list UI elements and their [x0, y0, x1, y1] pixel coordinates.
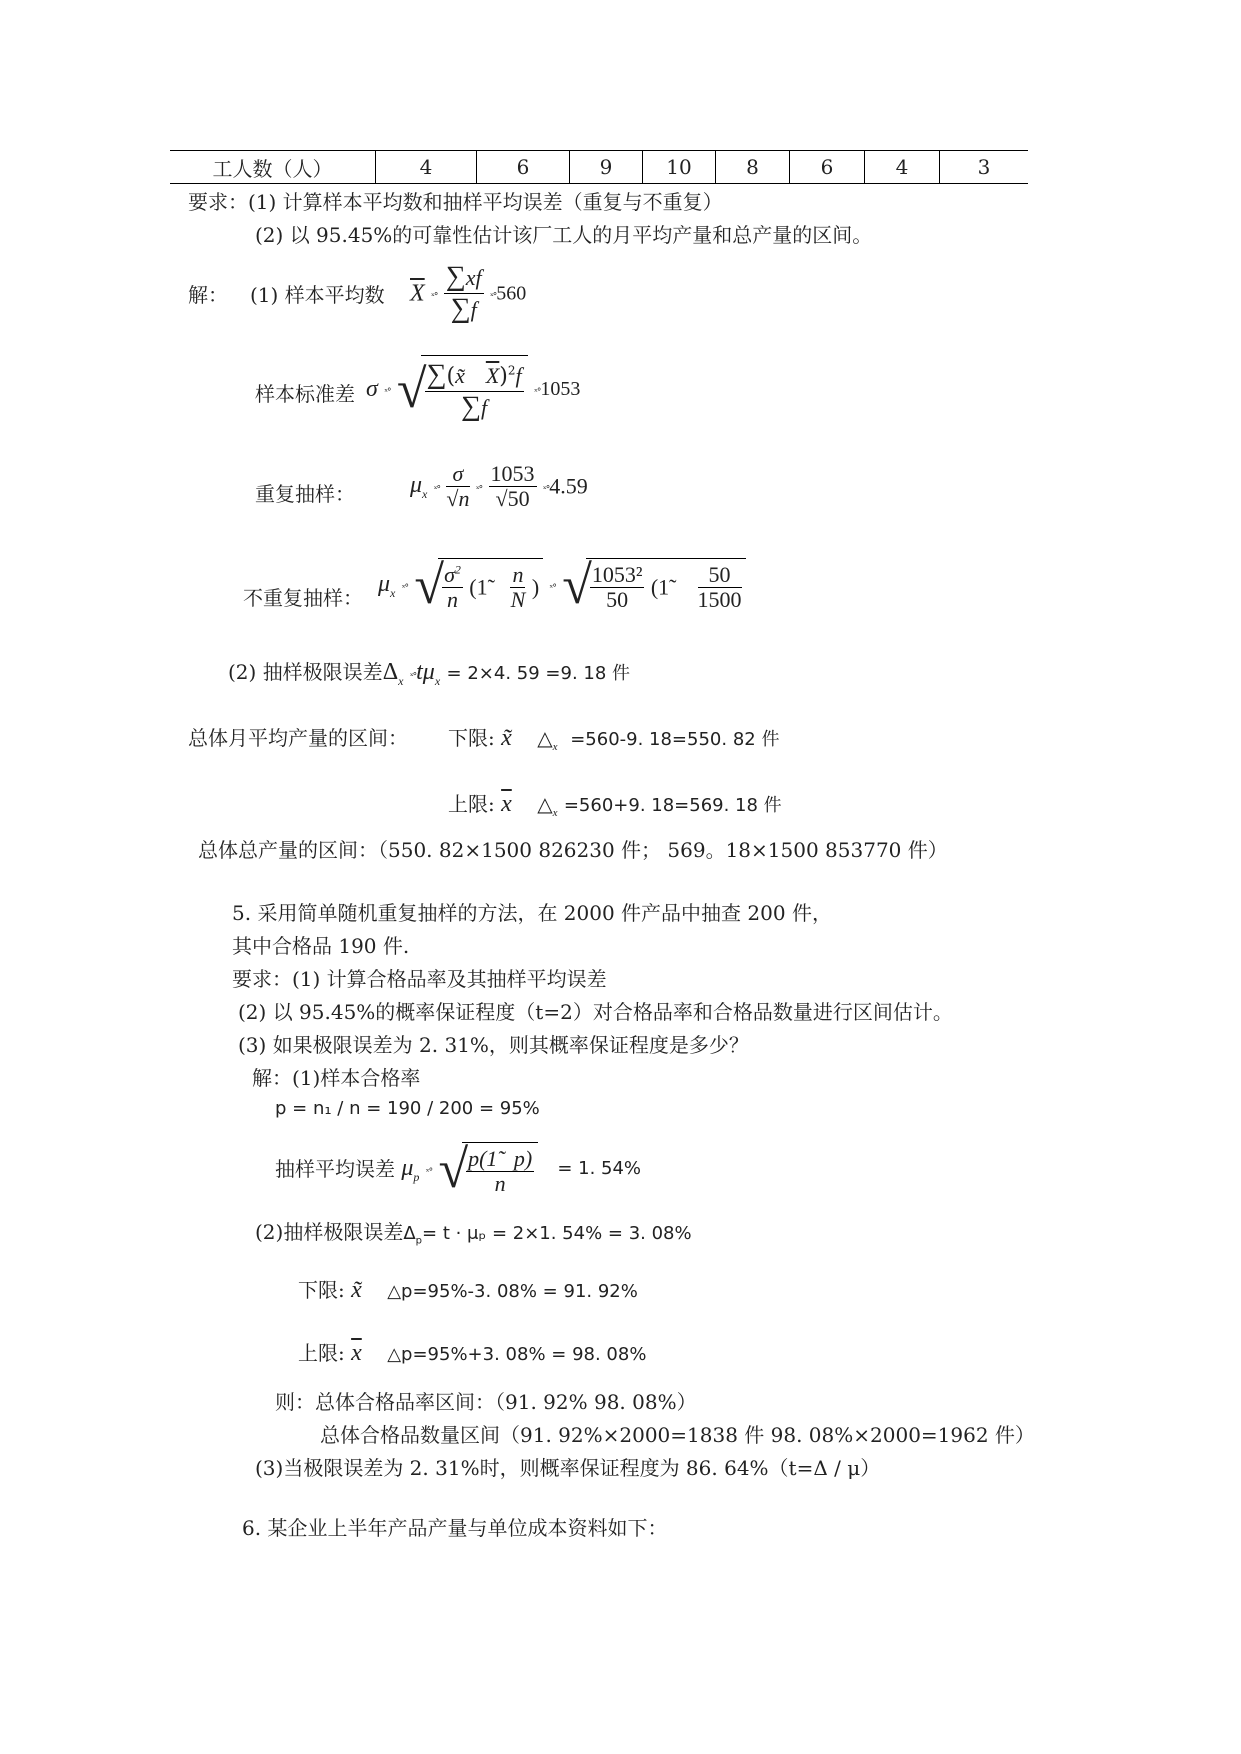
frac-numerator: 1053: [490, 461, 535, 486]
q6-line-1: 6. 某企业上半年产品产量与单位成本资料如下：: [242, 1516, 668, 1540]
solution-label: 解：: [188, 283, 228, 307]
table-row: [170, 151, 1028, 184]
q5-line-2: 其中合格品 190 件.: [232, 934, 410, 958]
q5-mu-line: 抽样平均误差 $\mu_p$ ˣ° √ $\frac{p(1̃ p)}{n}$ = 1. 54%: [275, 1139, 642, 1200]
std-dev-formula: σ ˣ° √ $\frac{\sum(x̃ \overline{X})^2f}{\sum f}$ ˣ°1053: [366, 355, 580, 423]
table-cell: 9: [570, 151, 643, 184]
table-cell: 6: [477, 151, 570, 184]
frac-numerator: σ: [446, 462, 469, 487]
repeated-sampling-label: 重复抽样：: [255, 482, 355, 506]
q4-requirement-2: (2) 以 95.45%的可靠性估计该厂工人的月平均产量和总产量的区间。: [255, 223, 873, 247]
q5-lower-line: 下限: x̃ △p=95%-3. 08% = 91. 92%: [298, 1277, 638, 1303]
repeated-sampling-formula: $\mu_x$ ˣ° $\frac{\sigma}{√n}$ ˣ° $\frac{1053}{√50}$ ˣ°4.59: [410, 461, 588, 512]
worker-count-table: [170, 150, 1028, 184]
lower-label: 下限:: [298, 1278, 345, 1302]
q5-solution-3: (3)当极限误差为 2. 31%时，则概率保证程度为 86. 64%（t=Δ / μ）: [255, 1456, 881, 1480]
upper-label: 上限:: [298, 1341, 345, 1365]
table-cell: 3: [940, 151, 1029, 184]
frac-numerator: 50: [698, 563, 742, 588]
non-repeated-formula: $\mu_x$ ˣ° √ $\frac{\sigma^2}{n}$ (1̃ $\frac{n}{N}$ ) ˣ° √ $\frac{\text{1053²}}{50}$ (1̃ $\frac{50}{1500}$: [378, 558, 746, 612]
mu-value: = 1. 54%: [557, 1158, 642, 1180]
upper-limit-line: 上限: $\overline{x}$ $\triangle_x =560+9$. 18=569. 18 件: [448, 791, 782, 819]
non-repeated-label: 不重复抽样：: [243, 586, 363, 610]
sample-mean-value: 560: [496, 282, 527, 305]
std-dev-label: 样本标准差: [255, 382, 355, 406]
frac-denominator: √n: [446, 486, 470, 512]
table-cell: 4: [865, 151, 940, 184]
limit-error-line: (2) 抽样极限误差$\Delta_x$ $ˣ^\circ t\mu_x = 2\times 4$. 59 =9. 18 件: [228, 659, 631, 688]
sample-mean-label: (1) 样本平均数: [250, 283, 385, 307]
upper-limit-value: =560+9. 18=569. 18 件: [563, 795, 782, 816]
lower-limit-value: =560-9. 18=550. 82 件: [570, 729, 780, 750]
frac-denominator: 50: [606, 587, 629, 613]
monthly-interval-label: 总体月平均产量的区间：: [188, 726, 408, 750]
mu-label: 抽样平均误差: [275, 1157, 395, 1182]
total-output-interval: 总体总产量的区间：（550. 82×1500 826230 件； 569。18×1500 853770 件）: [198, 838, 948, 862]
rate-interval: 则：总体合格品率区间：（91. 92% 98. 08%）: [275, 1390, 697, 1414]
q5-line-1: 5. 采用简单随机重复抽样的方法，在 2000 件产品中抽查 200 件，: [232, 901, 832, 925]
q5-solution-1: 解：(1)样本合格率: [252, 1066, 421, 1090]
delta-label: (2)抽样极限误差: [255, 1220, 404, 1244]
q5-requirement-1: 要求：(1) 计算合格品率及其抽样平均误差: [232, 967, 607, 991]
sample-mean-formula: $\overline{X}$ ˣ° $\frac{\sum xf}{\sum f}$ ˣ°560: [410, 261, 527, 324]
lower-limit-label: 下限:: [448, 726, 495, 750]
q5-upper-line: 上限: $\overline{x}$ △p=95%+3. 08% = 98. 08%: [298, 1340, 647, 1366]
upper-limit-label: 上限:: [448, 792, 495, 816]
frac-denominator: √50: [495, 486, 530, 512]
delta-equation: = t · μₚ = 2×1. 54% = 3. 08%: [422, 1223, 692, 1244]
lower-value: △p=95%-3. 08% = 91. 92%: [387, 1281, 638, 1302]
std-dev-value: 1053: [540, 377, 581, 400]
frac-denominator: 1500: [697, 587, 742, 613]
table-header-cell: 工人数（人）: [170, 151, 376, 184]
limit-error-result: = 2×4. 59 =9. 18 件: [446, 663, 631, 684]
p-equation: p = n₁ / n = 190 / 200 = 95%: [275, 1098, 540, 1119]
frac-numerator: 1053²: [591, 562, 643, 587]
table-cell: 6: [790, 151, 865, 184]
lower-limit-line: 下限: x̃ $\triangle_x =560-9$. 18=550. 82 件: [448, 725, 780, 753]
table-cell: 4: [376, 151, 477, 184]
limit-error-label: (2) 抽样极限误差: [228, 660, 383, 684]
upper-value: △p=95%+3. 08% = 98. 08%: [387, 1344, 647, 1365]
table-cell: 10: [643, 151, 716, 184]
table-cell: 8: [716, 151, 790, 184]
q4-requirement-1: 要求：(1) 计算样本平均数和抽样平均误差（重复与不重复）: [188, 190, 723, 214]
quantity-interval: 总体合格品数量区间（91. 92%×2000=1838 件 98. 08%×2000=1962 件）: [320, 1423, 1035, 1447]
q5-requirement-2: (2) 以 95.45%的概率保证程度（t=2）对合格品率和合格品数量进行区间估计。: [238, 1000, 953, 1024]
repeated-sampling-value: 4.59: [549, 473, 588, 499]
q5-delta-line: (2)抽样极限误差$\Delta_p= t \cdot \mu_p = 2\times 1$. 54% = 3. 08%: [255, 1220, 692, 1247]
q5-requirement-3: (3) 如果极限误差为 2. 31%，则其概率保证程度是多少？: [238, 1033, 749, 1057]
